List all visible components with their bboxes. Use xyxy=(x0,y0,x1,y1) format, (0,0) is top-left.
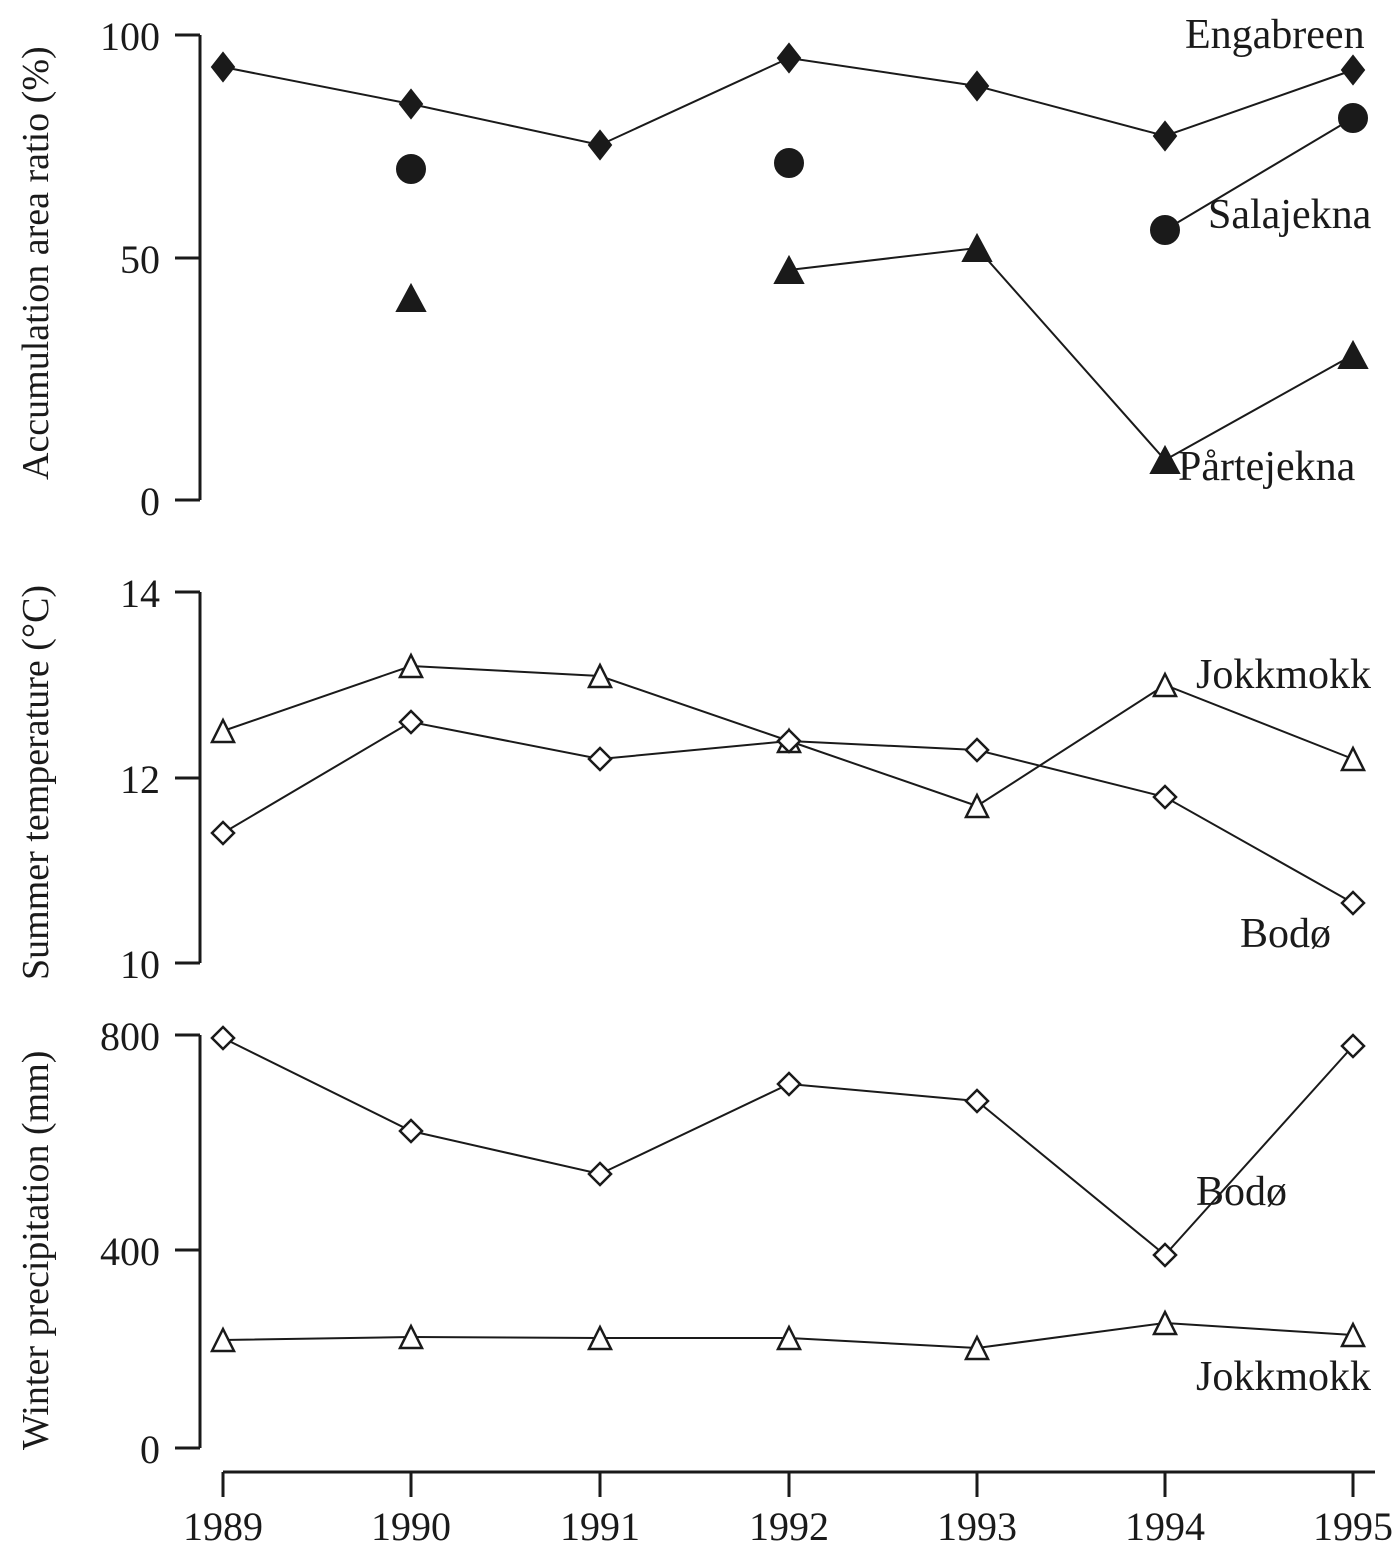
series-label-jokkmokk-precip: Jokkmokk xyxy=(1196,1354,1372,1400)
top-axis-title: Accumulation area ratio (%) xyxy=(15,46,57,480)
series-markers-engabreen xyxy=(212,44,1364,159)
series-label-engabreen: Engabreen xyxy=(1185,12,1365,58)
top-ytick-label-50: 50 xyxy=(120,237,160,282)
series-markers-bodo-precip xyxy=(212,1027,1364,1266)
top-ytick-label-100: 100 xyxy=(100,14,160,59)
series-line-bodo-precip xyxy=(223,1038,1353,1255)
series-markers-partejekna xyxy=(397,235,1367,473)
series-line-partejekna xyxy=(789,248,1353,460)
bottom-ytick-label-800: 800 xyxy=(100,1014,160,1059)
bottom-axis-title: Winter precipitation (mm) xyxy=(15,1050,57,1450)
series-markers-jokkmokk-precip xyxy=(212,1312,1364,1359)
x-tick-label-1994: 1994 xyxy=(1125,1504,1205,1547)
series-label-bodo-temp: Bodø xyxy=(1240,911,1332,957)
bottom-ytick-label-400: 400 xyxy=(100,1229,160,1274)
middle-ytick-label-14: 14 xyxy=(120,571,160,616)
x-tick-label-1993: 1993 xyxy=(937,1504,1017,1547)
top-ytick-label-0: 0 xyxy=(140,479,160,524)
x-tick-label-1989: 1989 xyxy=(183,1504,263,1547)
middle-axis-title: Summer temperature (°C) xyxy=(15,584,57,980)
x-tick-label-1990: 1990 xyxy=(371,1504,451,1547)
panel-winter-precipitation xyxy=(15,1014,1393,1547)
x-tick-label-1992: 1992 xyxy=(749,1504,829,1547)
series-label-jokkmokk-temp: Jokkmokk xyxy=(1196,652,1372,698)
panel-accumulation-area-ratio xyxy=(15,12,1372,524)
bottom-ytick-label-0: 0 xyxy=(140,1427,160,1472)
middle-ytick-label-10: 10 xyxy=(120,942,160,987)
panel-summer-temperature xyxy=(15,571,1371,987)
x-tick-label-1995: 1995 xyxy=(1313,1504,1393,1547)
series-label-bodo-precip: Bodø xyxy=(1196,1169,1288,1215)
series-label-partejekna: Pårtejekna xyxy=(1178,444,1356,490)
middle-ytick-label-12: 12 xyxy=(120,757,160,802)
series-label-salajekna: Salajekna xyxy=(1208,192,1372,238)
x-tick-label-1991: 1991 xyxy=(560,1504,640,1547)
